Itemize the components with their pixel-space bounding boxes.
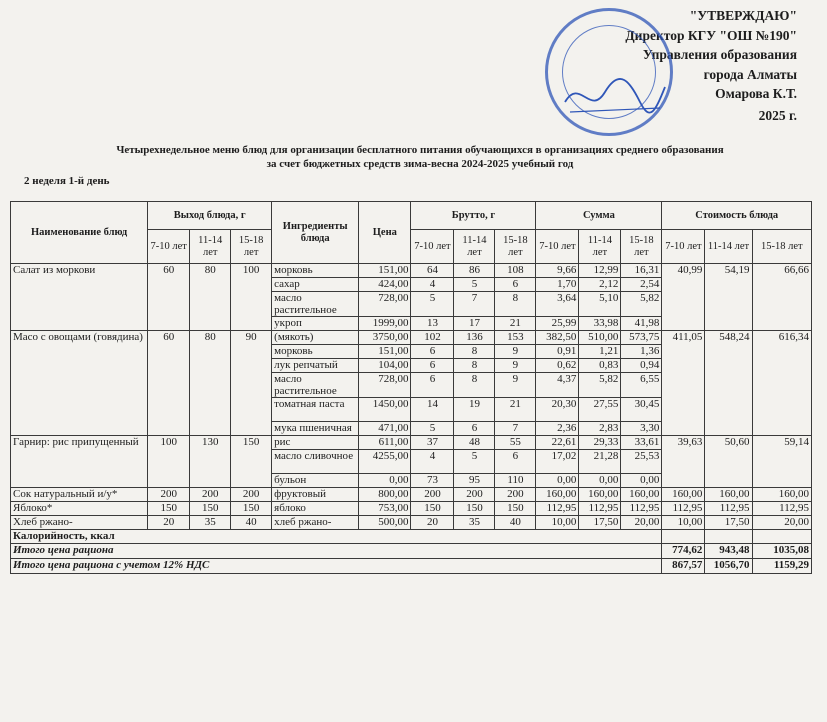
ingredient-gross: 108 — [495, 264, 536, 278]
dish-yield: 80 — [190, 331, 231, 436]
table-row — [11, 331, 812, 345]
calories-value — [705, 530, 752, 544]
dish-yield: 200 — [231, 488, 272, 502]
ingredient-gross: 37 — [411, 436, 454, 450]
ingredient-sum: 0,00 — [536, 474, 579, 488]
ingredient-gross: 136 — [454, 331, 495, 345]
ingredient-sum: 5,10 — [579, 292, 621, 317]
ingredient-sum: 29,33 — [579, 436, 621, 450]
ingredient-sum: 0,62 — [536, 359, 579, 373]
approval-line-5: Омарова К.Т. — [715, 86, 797, 101]
header-age: 7-10 лет — [536, 230, 579, 264]
ingredient-price: 424,00 — [359, 278, 411, 292]
ingredient-name: масло растительное — [272, 373, 359, 398]
dish-name: Салат из моркови — [11, 264, 148, 331]
ingredient-name: бульон — [272, 474, 359, 488]
ingredient-name: яблоко — [272, 502, 359, 516]
ingredient-sum: 2,54 — [621, 278, 662, 292]
ingredient-gross: 150 — [454, 502, 495, 516]
ingredient-sum: 112,95 — [536, 502, 579, 516]
header-age: 15-18 лет — [752, 230, 811, 264]
ingredient-gross: 150 — [495, 502, 536, 516]
ingredient-gross: 4 — [411, 450, 454, 474]
ingredient-price: 1450,00 — [359, 398, 411, 422]
approval-line-1: "УТВЕРЖДАЮ" — [689, 8, 797, 23]
dish-cost: 17,50 — [705, 516, 752, 530]
ingredient-sum: 3,64 — [536, 292, 579, 317]
ingredient-gross: 5 — [411, 422, 454, 436]
total-value: 1035,08 — [752, 544, 811, 559]
dish-yield: 200 — [190, 488, 231, 502]
ingredient-price: 753,00 — [359, 502, 411, 516]
dish-cost: 112,95 — [752, 502, 811, 516]
header-dish-name: Наименование блюд — [11, 202, 148, 264]
table-row — [11, 488, 812, 502]
ingredient-sum: 0,00 — [579, 474, 621, 488]
dish-cost: 20,00 — [752, 516, 811, 530]
header-age: 15-18 лет — [495, 230, 536, 264]
ingredient-sum: 2,12 — [579, 278, 621, 292]
dish-yield: 150 — [231, 436, 272, 488]
ingredient-gross: 9 — [495, 359, 536, 373]
ingredient-price: 500,00 — [359, 516, 411, 530]
ingredient-price: 3750,00 — [359, 331, 411, 345]
week-day-label: 2 неделя 1-й день — [24, 175, 110, 187]
dish-cost: 411,05 — [662, 331, 705, 436]
calories-value — [752, 530, 811, 544]
ingredient-gross: 8 — [495, 292, 536, 317]
ingredient-gross: 17 — [454, 317, 495, 331]
dish-cost: 59,14 — [752, 436, 811, 488]
ingredient-gross: 9 — [495, 373, 536, 398]
dish-yield: 80 — [190, 264, 231, 331]
ingredient-sum: 16,31 — [621, 264, 662, 278]
dish-yield: 20 — [148, 516, 190, 530]
ingredient-sum: 3,30 — [621, 422, 662, 436]
total-value: 943,48 — [705, 544, 752, 559]
total-row — [11, 544, 812, 559]
ingredient-price: 151,00 — [359, 264, 411, 278]
ingredient-name: масло растительное — [272, 292, 359, 317]
header-price: Цена — [359, 202, 411, 264]
ingredient-gross: 6 — [495, 278, 536, 292]
total-label: Итого цена рациона с учетом 12% НДС — [11, 559, 662, 574]
ingredient-name: фруктовый — [272, 488, 359, 502]
ingredient-gross: 21 — [495, 317, 536, 331]
dish-cost: 10,00 — [662, 516, 705, 530]
ingredient-name: масло сливочное — [272, 450, 359, 474]
ingredient-sum: 30,45 — [621, 398, 662, 422]
total-value: 1056,70 — [705, 559, 752, 574]
document-title — [70, 143, 770, 171]
dish-yield: 90 — [231, 331, 272, 436]
ingredient-sum: 112,95 — [579, 502, 621, 516]
ingredient-name: сахар — [272, 278, 359, 292]
ingredient-gross: 6 — [411, 373, 454, 398]
ingredient-sum: 10,00 — [536, 516, 579, 530]
dish-name: Хлеб ржано- — [11, 516, 148, 530]
total-value: 1159,29 — [752, 559, 811, 574]
ingredient-gross: 95 — [454, 474, 495, 488]
ingredient-price: 728,00 — [359, 292, 411, 317]
ingredient-sum: 2,83 — [579, 422, 621, 436]
ingredient-gross: 8 — [454, 345, 495, 359]
header-yield: Выход блюда, г — [148, 202, 272, 230]
header-age: 7-10 лет — [411, 230, 454, 264]
ingredient-sum: 160,00 — [579, 488, 621, 502]
dish-cost: 160,00 — [662, 488, 705, 502]
ingredient-gross: 35 — [454, 516, 495, 530]
ingredient-name: хлеб ржано- — [272, 516, 359, 530]
ingredient-gross: 6 — [411, 345, 454, 359]
dish-yield: 150 — [190, 502, 231, 516]
ingredient-sum: 573,75 — [621, 331, 662, 345]
calories-value — [662, 530, 705, 544]
ingredient-price: 728,00 — [359, 373, 411, 398]
ingredient-gross: 9 — [495, 345, 536, 359]
header-age: 11-14 лет — [579, 230, 621, 264]
ingredient-sum: 20,30 — [536, 398, 579, 422]
ingredient-gross: 21 — [495, 398, 536, 422]
ingredient-sum: 160,00 — [536, 488, 579, 502]
ingredient-gross: 6 — [495, 450, 536, 474]
header-age: 7-10 лет — [148, 230, 190, 264]
total-row — [11, 559, 812, 574]
ingredient-name: укроп — [272, 317, 359, 331]
ingredient-name: томатная паста — [272, 398, 359, 422]
header-gross: Брутто, г — [411, 202, 536, 230]
ingredient-gross: 5 — [454, 278, 495, 292]
header-age: 15-18 лет — [621, 230, 662, 264]
table-row — [11, 502, 812, 516]
ingredient-price: 611,00 — [359, 436, 411, 450]
ingredient-sum: 1,36 — [621, 345, 662, 359]
dish-name: Гарнир: рис припущенный — [11, 436, 148, 488]
dish-cost: 50,60 — [705, 436, 752, 488]
ingredient-sum: 1,70 — [536, 278, 579, 292]
ingredient-sum: 5,82 — [579, 373, 621, 398]
ingredient-sum: 33,61 — [621, 436, 662, 450]
ingredient-sum: 6,55 — [621, 373, 662, 398]
ingredient-gross: 4 — [411, 278, 454, 292]
table-row — [11, 264, 812, 278]
ingredient-sum: 12,99 — [579, 264, 621, 278]
header-sum: Сумма — [536, 202, 662, 230]
ingredient-sum: 1,21 — [579, 345, 621, 359]
ingredient-gross: 5 — [411, 292, 454, 317]
dish-cost: 54,19 — [705, 264, 752, 331]
calories-row — [11, 530, 812, 544]
dish-cost: 548,24 — [705, 331, 752, 436]
dish-yield: 200 — [148, 488, 190, 502]
ingredient-gross: 48 — [454, 436, 495, 450]
total-value: 774,62 — [662, 544, 705, 559]
ingredient-sum: 17,50 — [579, 516, 621, 530]
ingredient-sum: 382,50 — [536, 331, 579, 345]
total-value: 867,57 — [662, 559, 705, 574]
ingredient-gross: 8 — [454, 373, 495, 398]
ingredient-sum: 4,37 — [536, 373, 579, 398]
ingredient-price: 1999,00 — [359, 317, 411, 331]
ingredient-gross: 150 — [411, 502, 454, 516]
ingredient-sum: 41,98 — [621, 317, 662, 331]
approval-line-4: города Алматы — [703, 66, 797, 82]
ingredient-sum: 0,91 — [536, 345, 579, 359]
ingredient-gross: 64 — [411, 264, 454, 278]
ingredient-sum: 510,00 — [579, 331, 621, 345]
ingredient-sum: 22,61 — [536, 436, 579, 450]
ingredient-price: 800,00 — [359, 488, 411, 502]
ingredient-name: рис — [272, 436, 359, 450]
dish-name: Масо с овощами (говядина) — [11, 331, 148, 436]
ingredient-sum: 160,00 — [621, 488, 662, 502]
approval-line-3: Управления образования — [642, 47, 797, 62]
table-row — [11, 516, 812, 530]
ingredient-sum: 25,99 — [536, 317, 579, 331]
ingredient-gross: 7 — [454, 292, 495, 317]
dish-cost: 66,66 — [752, 264, 811, 331]
ingredient-gross: 20 — [411, 516, 454, 530]
ingredient-sum: 0,83 — [579, 359, 621, 373]
ingredient-name: морковь — [272, 345, 359, 359]
dish-yield: 40 — [231, 516, 272, 530]
ingredient-gross: 14 — [411, 398, 454, 422]
dish-cost: 160,00 — [752, 488, 811, 502]
approval-line-2: Директор КГУ "ОШ №190" — [625, 27, 797, 43]
dish-yield: 100 — [231, 264, 272, 331]
ingredient-gross: 8 — [454, 359, 495, 373]
header-age: 11-14 лет — [190, 230, 231, 264]
header-age: 15-18 лет — [231, 230, 272, 264]
ingredient-sum: 25,53 — [621, 450, 662, 474]
ingredient-sum: 20,00 — [621, 516, 662, 530]
dish-name: Яблоко* — [11, 502, 148, 516]
table-row — [11, 436, 812, 450]
calories-label: Калорийность, ккал — [11, 530, 662, 544]
ingredient-gross: 86 — [454, 264, 495, 278]
ingredient-sum: 27,55 — [579, 398, 621, 422]
ingredient-gross: 13 — [411, 317, 454, 331]
dish-yield: 150 — [231, 502, 272, 516]
ingredient-gross: 6 — [454, 422, 495, 436]
ingredient-sum: 17,02 — [536, 450, 579, 474]
ingredient-name: морковь — [272, 264, 359, 278]
dish-yield: 35 — [190, 516, 231, 530]
ingredient-gross: 40 — [495, 516, 536, 530]
ingredient-name: мука пшеничная — [272, 422, 359, 436]
ingredient-gross: 200 — [454, 488, 495, 502]
ingredient-gross: 55 — [495, 436, 536, 450]
ingredient-sum: 9,66 — [536, 264, 579, 278]
dish-cost: 616,34 — [752, 331, 811, 436]
ingredient-sum: 21,28 — [579, 450, 621, 474]
dish-yield: 150 — [148, 502, 190, 516]
ingredient-gross: 5 — [454, 450, 495, 474]
ingredient-gross: 6 — [411, 359, 454, 373]
dish-yield: 130 — [190, 436, 231, 488]
dish-yield: 60 — [148, 264, 190, 331]
ingredient-sum: 2,36 — [536, 422, 579, 436]
ingredient-gross: 200 — [495, 488, 536, 502]
dish-name: Сок натуральный и/у* — [11, 488, 148, 502]
title-line-2: за счет бюджетных средств зима-весна 2024-2025 учебный год — [266, 158, 574, 170]
dish-cost: 40,99 — [662, 264, 705, 331]
ingredient-gross: 153 — [495, 331, 536, 345]
dish-cost: 112,95 — [662, 502, 705, 516]
ingredient-gross: 19 — [454, 398, 495, 422]
ingredient-sum: 33,98 — [579, 317, 621, 331]
header-cost: Стоимость блюда — [662, 202, 812, 230]
dish-cost: 112,95 — [705, 502, 752, 516]
ingredient-sum: 0,00 — [621, 474, 662, 488]
ingredient-gross: 73 — [411, 474, 454, 488]
ingredient-price: 471,00 — [359, 422, 411, 436]
ingredient-name: лук репчатый — [272, 359, 359, 373]
header-age: 11-14 лет — [454, 230, 495, 264]
ingredient-sum: 112,95 — [621, 502, 662, 516]
header-age: 7-10 лет — [662, 230, 705, 264]
total-label: Итого цена рациона — [11, 544, 662, 559]
ingredient-name: (мякоть) — [272, 331, 359, 345]
ingredient-price: 104,00 — [359, 359, 411, 373]
title-line-1: Четырехнедельное меню блюд для организации бесплатного питания обучающихся в организациях среднего образования — [116, 144, 724, 156]
ingredient-price: 4255,00 — [359, 450, 411, 474]
dish-yield: 100 — [148, 436, 190, 488]
dish-yield: 60 — [148, 331, 190, 436]
header-ingredients: Ингредиенты блюда — [272, 202, 359, 264]
approval-date: 2025 г. — [758, 107, 797, 123]
ingredient-gross: 7 — [495, 422, 536, 436]
signature — [560, 72, 670, 122]
menu-table — [10, 201, 812, 574]
dish-cost: 39,63 — [662, 436, 705, 488]
ingredient-price: 0,00 — [359, 474, 411, 488]
ingredient-sum: 0,94 — [621, 359, 662, 373]
header-age: 11-14 лет — [705, 230, 752, 264]
ingredient-gross: 110 — [495, 474, 536, 488]
ingredient-price: 151,00 — [359, 345, 411, 359]
dish-cost: 160,00 — [705, 488, 752, 502]
ingredient-gross: 102 — [411, 331, 454, 345]
ingredient-sum: 5,82 — [621, 292, 662, 317]
ingredient-gross: 200 — [411, 488, 454, 502]
